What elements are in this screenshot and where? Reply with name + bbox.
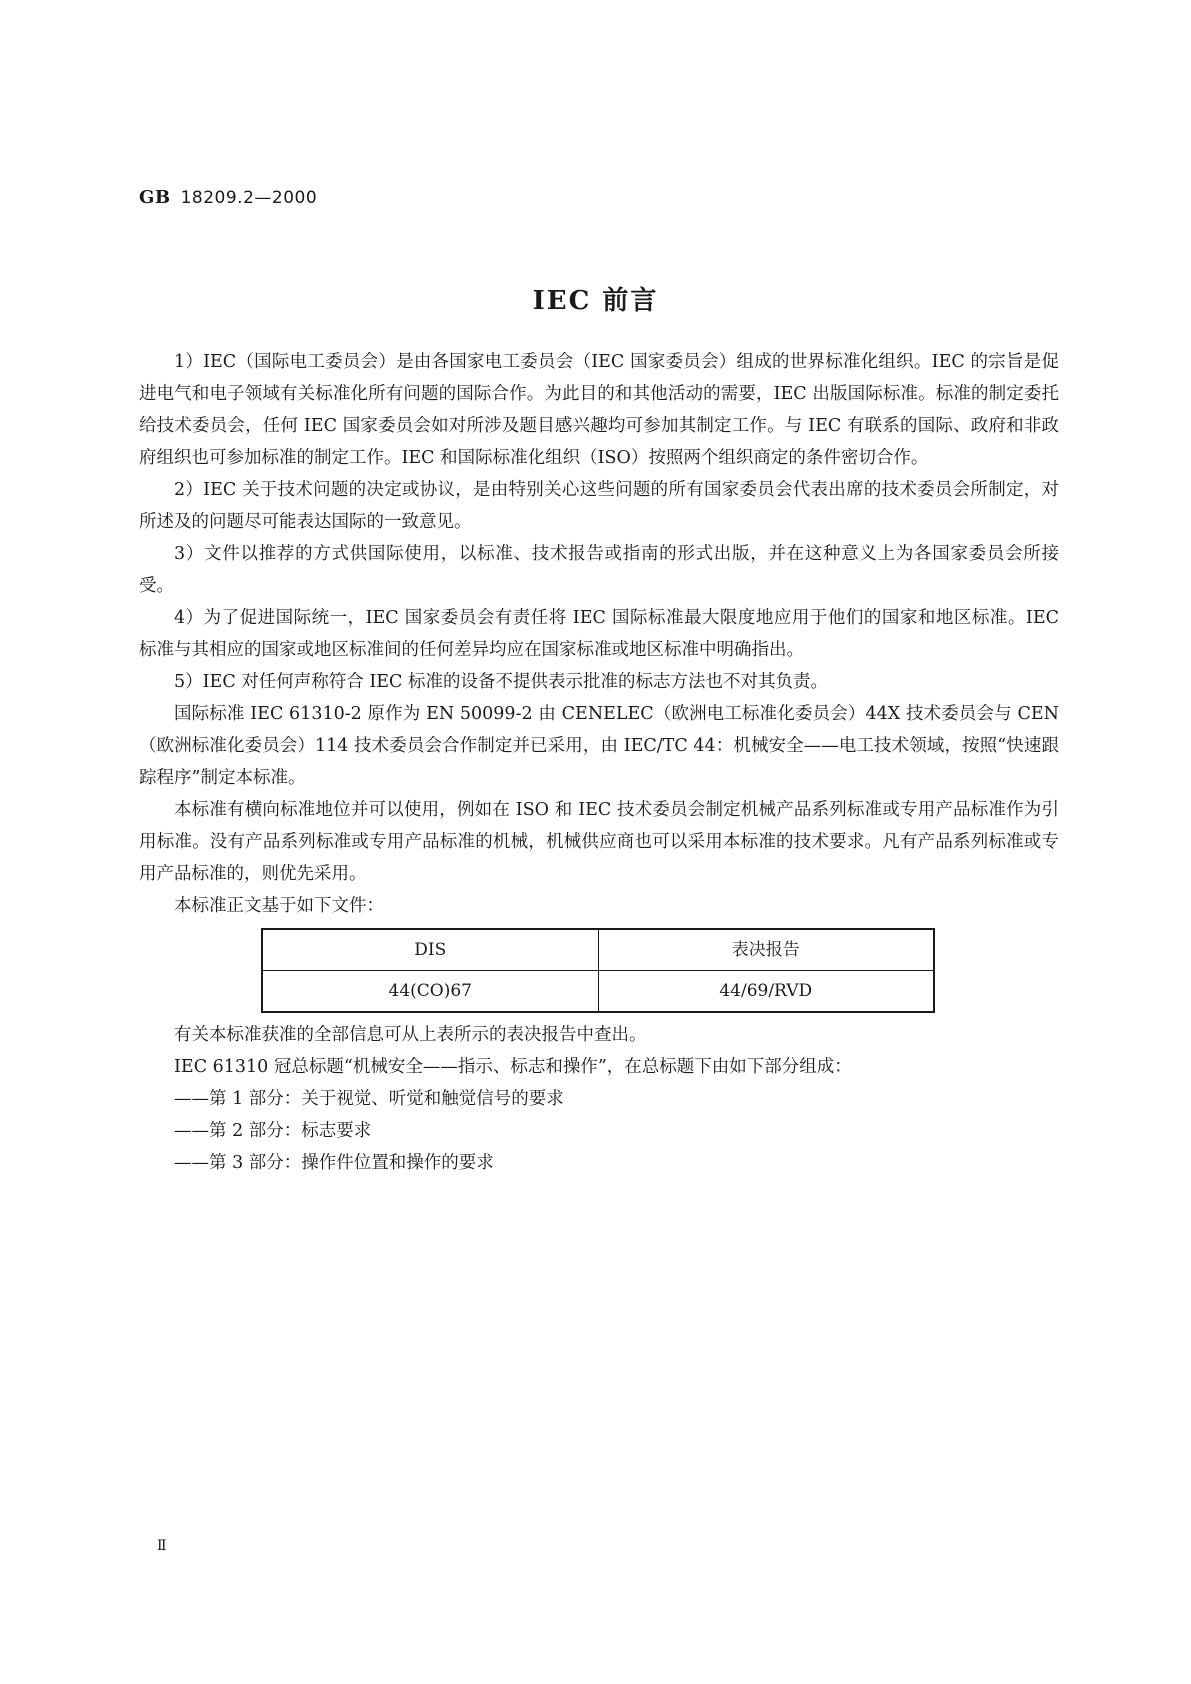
- paragraph: 1）IEC（国际电工委员会）是由各国家电工委员会（IEC 国家委员会）组成的世界标准化组织。IEC 的宗旨是促进电气和电子领域有关标准化所有问题的国际合作。为此目的和其他活动的需要，IEC 出版国际标准。标准的制定委托给技术委员会，任何 IEC 国家委员会如对所涉及题目感兴趣均可参加其制定工作。与 IEC 有联系的国际、政府和非政府组织也可参加标准的制定工作。IEC 和国际标准化组织（ISO）按照两个组织商定的条件密切合作。: [139, 352, 1059, 468]
- document-header: [139, 187, 317, 208]
- list-item: ——第 1 部分：关于视觉、听觉和触觉信号的要求: [174, 1089, 564, 1109]
- paragraph: 4）为了促进国际统一，IEC 国家委员会有责任将 IEC 国际标准最大限度地应用于他们的国家和地区标准。IEC 标准与其相应的国家或地区标准间的任何差异均应在国家标准或地区标准中明确指出。: [139, 608, 1059, 660]
- standard-number: 18209.2—2000: [180, 188, 318, 208]
- list-item: ——第 3 部分：操作件位置和操作的要求: [174, 1153, 494, 1173]
- list-item: ——第 2 部分：标志要求: [174, 1121, 372, 1141]
- paragraph: 国际标准 IEC 61310-2 原作为 EN 50099-2 由 CENELEC（欧洲电工标准化委员会）44X 技术委员会与 CEN（欧洲标准化委员会）114 技术委员会合作制定并已采用，由 IEC/TC 44：机械安全——电工技术领域，按照“快速跟踪程序”制定本标准。: [139, 704, 1059, 788]
- table-header-row: [262, 929, 934, 971]
- paragraph: 有关本标准获准的全部信息可从上表所示的表决报告中查出。: [174, 1025, 647, 1045]
- paragraph: 5）IEC 对任何声称符合 IEC 标准的设备不提供表示批准的标志方法也不对其负责。: [174, 672, 828, 692]
- page-number: Ⅱ: [157, 1538, 167, 1554]
- paragraph: 本标准正文基于如下文件：: [174, 896, 384, 916]
- table-cell: 44/69/RVD: [598, 971, 934, 1013]
- paragraph: 3）文件以推荐的方式供国际使用，以标准、技术报告或指南的形式出版，并在这种意义上为各国家委员会所接受。: [139, 544, 1059, 596]
- paragraph: IEC 61310 冠总标题“机械安全——指示、标志和操作”，在总标题下由如下部分组成：: [174, 1057, 852, 1077]
- standard-prefix: GB: [139, 187, 171, 208]
- paragraph: 2）IEC 关于技术问题的决定或协议，是由特别关心这些问题的所有国家委员会代表出席的技术委员会所制定，对所述及的问题尽可能表达国际的一致意见。: [139, 480, 1059, 532]
- paragraph: 本标准有横向标准地位并可以使用，例如在 ISO 和 IEC 技术委员会制定机械产品系列标准或专用产品标准作为引用标准。没有产品系列标准或专用产品标准的机械，机械供应商也可以采用本标准的技术要求。凡有产品系列标准或专用产品标准的，则优先采用。: [139, 800, 1059, 884]
- page-title: IEC 前言: [532, 286, 659, 316]
- table-header-cell: DIS: [262, 929, 598, 971]
- table-cell: 44(CO)67: [262, 971, 598, 1013]
- table-row: [262, 971, 934, 1013]
- document-body: [139, 346, 1059, 1179]
- parts-list: [139, 1083, 1059, 1179]
- table-header-cell: 表决报告: [598, 929, 934, 971]
- reference-documents-table: [261, 928, 935, 1013]
